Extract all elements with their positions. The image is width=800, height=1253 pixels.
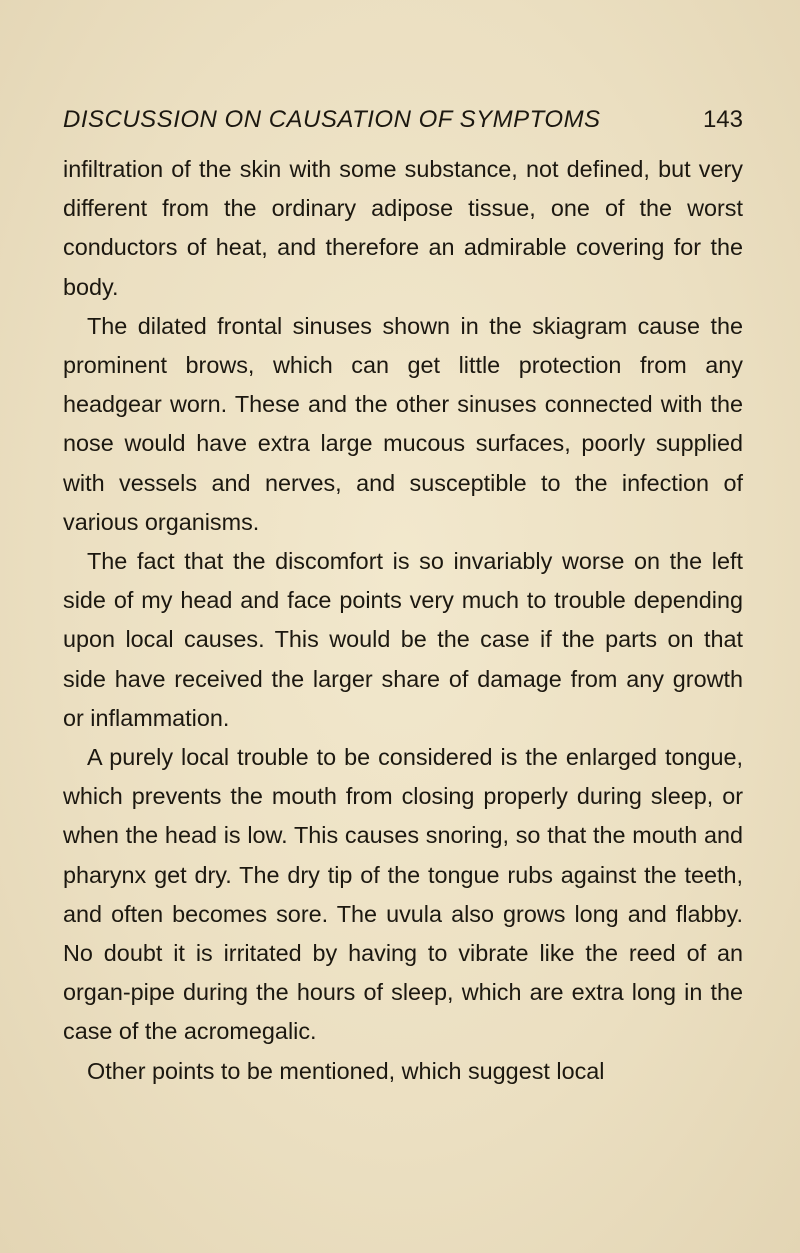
paragraph-frontal-sinuses: The dilated frontal sinuses shown in the skiagram cause the prominent brows, which can get little protection from any headgear worn. These and the other sinuses connected with the nose would have extra large mucous surfaces, poorly supplied with vessels and nerves, and susceptible to the infection of various organisms. (63, 312, 743, 535)
body-text (63, 150, 743, 1091)
running-title: DISCUSSION ON CAUSATION OF SYMPTOMS (63, 106, 601, 133)
paragraph-enlarged-tongue: A purely local trouble to be considered is the enlarged tongue, which prevents the mouth from closing properly during sleep, or when the head is low. This causes snoring, so that the mouth and pharynx get dry. The dry tip of the tongue rubs against the teeth, and often becomes sore. The uvula also grows long and flabby. No doubt it is irritated by having to vibrate like the reed of an organ-pipe during the hours of sleep, which are extra long in the case of the acromegalic. (63, 744, 743, 1045)
book-page (63, 106, 743, 1091)
running-head (63, 106, 743, 140)
paragraph-left-side: The fact that the discomfort is so invariably worse on the left side of my head and face points very much to trouble depending upon local causes. This would be the case if the parts on that side have received the larger share of damage from any growth or inflammation. (63, 548, 743, 731)
paragraph-other-points: Other points to be mentioned, which suggest local (87, 1057, 605, 1084)
page-number: 143 (702, 106, 743, 133)
paragraph-continuation: infiltration of the skin with some substance, not defined, but very different from the ordinary adipose tissue, one of the worst conductors of heat, and therefore an admirable covering for the body. (63, 156, 743, 300)
